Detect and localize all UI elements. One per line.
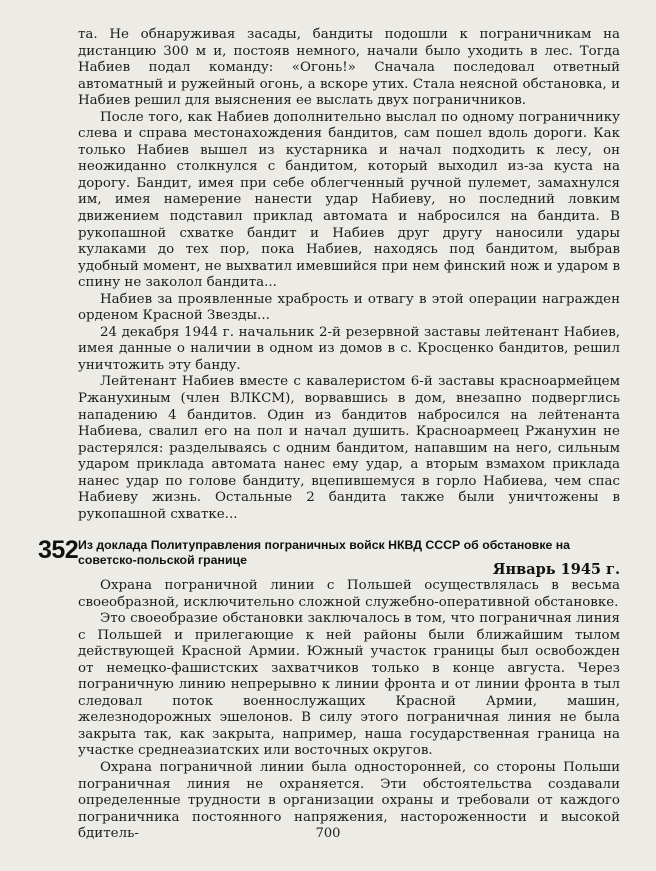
document-date: Январь 1945 г. (492, 561, 620, 578)
paragraph-continuation: та. Не обнаруживая засады, бандиты подошли к пограничникам на дистанцию 300 м и, постояв немного, начали было уходить в лес. Тогда Набиев подал команду: «Огонь!» Сначала последовал ответный автоматный и ружейный огонь, а вскоре утих. Стала неясной обстановка, и Набиев решил для выяснения ее выслать двух пограничников. (78, 27, 620, 109)
page-number: 700 (315, 826, 341, 841)
document-title: Из доклада Политуправления пограничных войск НКВД СССР об обстановке на советско-польской границе (78, 538, 571, 567)
document-number: 352 (38, 536, 79, 564)
top-text-block (78, 27, 620, 523)
paragraph-border-guard: Охрана пограничной линии с Польшей осуществлялась в весьма своеобразной, исключительно сложной служебно-оперативной обстановке. (78, 578, 620, 610)
paragraph-rzhanukhin: Лейтенант Набиев вместе с кавалеристом 6-й заставы красноармейцем Ржанухиным (член ВЛКСМ), ворвавшись в дом, внезапно подверглись нападению 4 бандитов. Один из бандитов набросился на лейтенанта Набиева, свалил его на пол и начал душить. Красноармеец Ржанухин не растерялся: разделываясь с одним бандитом, напавшим на него, сильным ударом приклада автомата нанес ему удар, а вторым взмахом приклада нанес удар по голове бандиту, вцепившемуся в горло Набиева, чем спас Набиеву жизнь. Остальные 2 бандита также были уничтожены в рукопашной схватке... (78, 374, 620, 522)
paragraph-peculiarity: Это своеобразие обстановки заключалось в том, что пограничная линия с Польшей и прилегающие к ней районы были ближайшим тылом действующей Красной Армии. Южный участок границы был освобожден от немецко-фашистских захватчиков только в конце августа. Через пограничную линию непрерывно к линии фронта и от линии фронта в тыл следовал поток военнослужащих Красной Армии, машин, железнодорожных эшелонов. В силу этого пограничная линия не была закрыта так, как закрыта, например, наша государственная граница на участке среднеазиатских или восточных округов. (78, 611, 620, 759)
paragraph-nabiev-fight: После того, как Набиев дополнительно выслал по одному пограничнику слева и справа местонахождения бандитов, сам пошел вдоль дороги. Как только Набиев вышел из кустарника и начал подходить к лесу, он неожиданно столкнулся с бандитом, который выходил из-за куста на дорогу. Бандит, имея при себе облегченный ручной пулемет, замахнулся им, имея намерение нанести удар Набиеву, но последний ловким движением подставил приклад автомата и набросился на бандита. В рукопашной схватке бандит и Набиев друг другу наносили удары кулаками до тех пор, пока Набиев, находясь под бандитом, выбрав удобный момент, не выхватил имевшийся при нем финский нож и ударом в спину не заколол бандита... (78, 109, 620, 291)
paragraph-december-24: 24 декабря 1944 г. начальник 2-й резервной заставы лейтенант Набиев, имея данные о наличии в одном из домов в с. Кросценко бандитов, решил уничтожить эту банду. (78, 324, 620, 373)
paragraph-one-sided: Охрана пограничной линии была односторонней, со стороны Польши пограничная линия не охраняется. Эти обстоятельства создавали определенные трудности в организации охраны и требовали от каждого пограничника постоянного напряжения, настороженности и высокой бдитель- (78, 760, 620, 842)
document-body (78, 578, 620, 843)
paragraph-award: Набиев за проявленные храбрость и отвагу в этой операции награжден орденом Красной Звезды... (78, 291, 620, 324)
